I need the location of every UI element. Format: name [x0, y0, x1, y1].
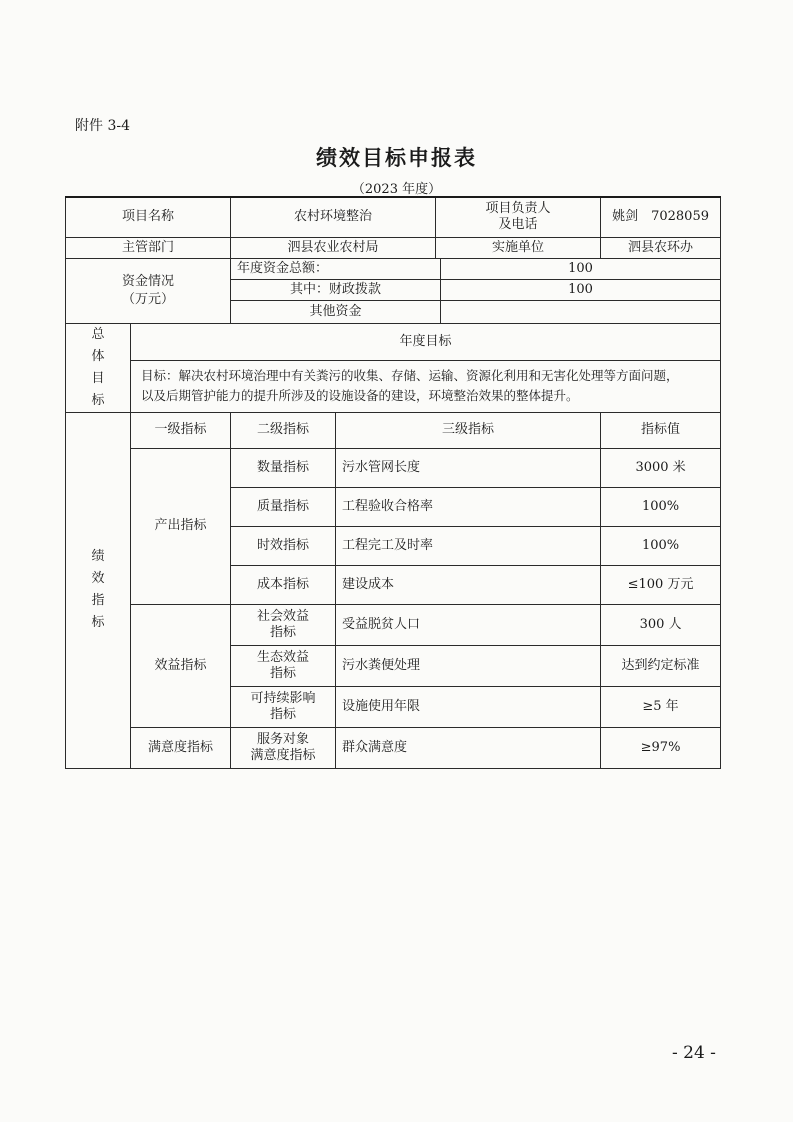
value-cell: 100% [601, 487, 721, 526]
funding-other-value [441, 300, 721, 323]
performance-char: 标 [91, 615, 105, 630]
value-cell: ≥5 年 [601, 686, 721, 727]
dept-label: 主管部门 [66, 237, 231, 258]
level2-line2: 满意度指标 [250, 747, 316, 763]
header-value: 指标值 [601, 412, 721, 448]
funding-total-value: 100 [441, 258, 721, 279]
level3-cell: 群众满意度 [336, 727, 601, 768]
impl-value: 泗县农环办 [601, 237, 721, 258]
performance-char: 效 [91, 571, 105, 586]
level3-cell: 工程验收合格率 [336, 487, 601, 526]
value-cell: ≥97% [601, 727, 721, 768]
indicator-header-row [66, 412, 721, 448]
overall-char: 体 [91, 348, 105, 364]
value-cell: ≤100 万元 [601, 565, 721, 604]
funding-other-label: 其他资金 [231, 300, 441, 323]
project-leader-label-line1: 项目负责人 [485, 201, 551, 217]
table-row [66, 604, 721, 645]
project-name-value: 农村环境整治 [231, 197, 436, 237]
dept-value: 泗县农业农村局 [231, 237, 436, 258]
annual-goal-text [131, 361, 721, 412]
department-row [66, 237, 721, 258]
page-title: 绩效目标申报表 [316, 145, 477, 170]
funding-total-label: 年度资金总额： [231, 258, 441, 279]
annual-goal-row [66, 361, 721, 412]
funding-label-line2: （万元） [122, 291, 175, 307]
value-cell: 300 人 [601, 604, 721, 645]
level2-line2: 指标 [270, 665, 297, 681]
project-leader-value: 姚剑 7028059 [601, 197, 721, 237]
table-row [66, 448, 721, 487]
overall-char: 总 [91, 326, 105, 342]
level2-cell [231, 645, 336, 686]
level2-line1: 服务对象 [257, 731, 310, 747]
level3-cell: 工程完工及时率 [336, 526, 601, 565]
level2-cell [231, 727, 336, 768]
benefit-indicator-label: 效益指标 [131, 604, 231, 727]
year-label: （2023 年度） [351, 182, 442, 197]
level2-cell: 时效指标 [231, 526, 336, 565]
performance-table [65, 196, 721, 769]
value-cell: 达到约定标准 [601, 645, 721, 686]
level2-line1: 生态效益 [257, 649, 310, 665]
header-level3: 三级指标 [336, 412, 601, 448]
level3-cell: 设施使用年限 [336, 686, 601, 727]
project-name-row [66, 197, 721, 237]
value-cell: 3000 米 [601, 448, 721, 487]
attachment-label: 附件 3-4 [75, 118, 130, 134]
level2-line1: 社会效益 [257, 608, 310, 624]
funding-total-row [66, 258, 721, 279]
table-row [66, 727, 721, 768]
performance-char: 绩 [91, 549, 105, 564]
value-cell: 100% [601, 526, 721, 565]
overall-char: 目 [91, 370, 105, 386]
funding-label-line1: 资金情况 [122, 273, 175, 289]
level2-line2: 指标 [270, 624, 297, 640]
annual-goal-header-row [66, 323, 721, 361]
level3-cell: 受益脱贫人口 [336, 604, 601, 645]
annual-goal-line2: 以及后期管护能力的提升所涉及的设施设备的建设，环境整治效果的整体提升。 [141, 388, 579, 404]
satisfaction-indicator-label: 满意度指标 [131, 727, 231, 768]
level2-cell [231, 604, 336, 645]
header-level2: 二级指标 [231, 412, 336, 448]
project-leader-label-line2: 及电话 [498, 217, 538, 233]
annual-goal-label: 年度目标 [131, 323, 721, 361]
level2-cell [231, 686, 336, 727]
annual-goal-line1: 目标：解决农村环境治理中有关粪污的收集、存储、运输、资源化利用和无害化处理等方面问题， [141, 368, 679, 384]
header-level1: 一级指标 [131, 412, 231, 448]
funding-fiscal-label: 其中：财政拨款 [231, 279, 441, 300]
impl-label: 实施单位 [436, 237, 601, 258]
page-number: - 24 - [672, 1043, 716, 1063]
level3-cell: 建设成本 [336, 565, 601, 604]
level2-line2: 指标 [270, 706, 297, 722]
level2-cell: 质量指标 [231, 487, 336, 526]
level2-line1: 可持续影响 [250, 690, 316, 706]
overall-char: 标 [91, 392, 105, 408]
output-indicator-label: 产出指标 [131, 448, 231, 604]
performance-char: 指 [91, 593, 105, 608]
level2-cell: 成本指标 [231, 565, 336, 604]
overall-goal-label [66, 323, 131, 412]
level3-cell: 污水粪便处理 [336, 645, 601, 686]
level3-cell: 污水管网长度 [336, 448, 601, 487]
level2-cell: 数量指标 [231, 448, 336, 487]
performance-label [66, 412, 131, 768]
funding-fiscal-value: 100 [441, 279, 721, 300]
funding-label [66, 258, 231, 323]
project-name-label: 项目名称 [66, 197, 231, 237]
project-leader-label [436, 197, 601, 237]
